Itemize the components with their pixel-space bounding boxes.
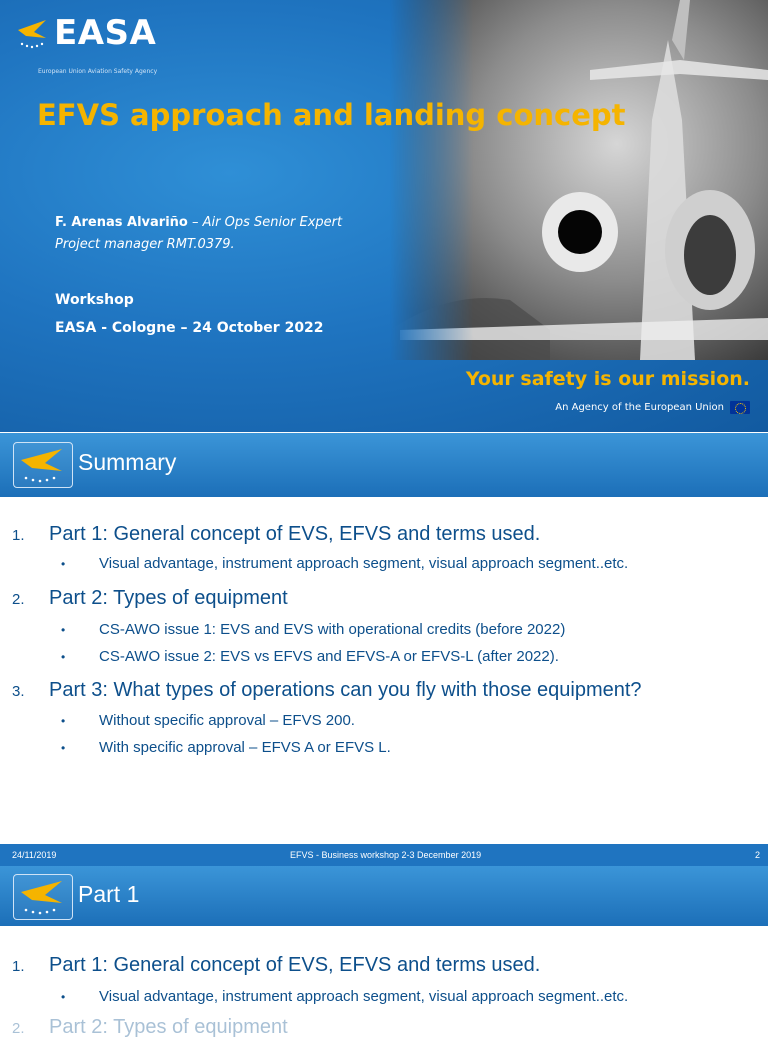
sub-item-text: Visual advantage, instrument approach segment, visual approach segment..etc. xyxy=(99,555,629,572)
sub-item-text: With specific approval – EFVS A or EFVS L. xyxy=(99,739,391,756)
sub-item-text: CS-AWO issue 1: EVS and EVS with operational credits (before 2022) xyxy=(99,621,566,638)
event-block xyxy=(55,286,324,342)
easa-logo xyxy=(16,13,158,75)
item-number: 1. xyxy=(12,958,25,975)
item-number: 1. xyxy=(12,527,25,544)
easa-bird-icon xyxy=(18,878,68,916)
easa-logo-tagline: European Union Aviation Safety Agency xyxy=(38,68,158,75)
part1-header xyxy=(0,866,768,926)
author-block xyxy=(55,212,342,256)
bullet: • xyxy=(61,557,66,571)
event-line-1: Workshop xyxy=(55,292,134,308)
agency-text: An Agency of the European Union xyxy=(555,402,724,413)
event-line-2: EASA - Cologne – 24 October 2022 xyxy=(55,320,324,336)
aircraft-tail-illustration xyxy=(390,0,768,360)
bullet: • xyxy=(61,650,66,664)
item-number: 2. xyxy=(12,1020,25,1037)
eu-flag-icon xyxy=(730,401,750,414)
title-slide xyxy=(0,0,768,432)
item-text: Part 1: General concept of EVS, EFVS and terms used. xyxy=(49,523,541,545)
item-text: Part 2: Types of equipment xyxy=(49,587,288,609)
sub-item-text: CS-AWO issue 2: EVS vs EFVS and EFVS-A or EFVS-L (after 2022). xyxy=(99,648,559,665)
item-text: Part 2: Types of equipment xyxy=(49,1016,288,1038)
sub-item-text: Visual advantage, instrument approach segment, visual approach segment..etc. xyxy=(99,988,629,1005)
author-project: Project manager RMT.0379. xyxy=(55,237,235,252)
bullet: • xyxy=(61,623,66,637)
slide-title: Part 1 xyxy=(78,881,140,907)
easa-logo-text: EASA xyxy=(54,13,157,53)
easa-bird-icon xyxy=(16,16,50,50)
slide-title: Summary xyxy=(78,449,177,475)
easa-bird-icon xyxy=(18,446,68,484)
sub-item-text: Without specific approval – EFVS 200. xyxy=(99,712,355,729)
bullet: • xyxy=(61,990,66,1004)
bullet: • xyxy=(61,714,66,728)
item-text: Part 1: General concept of EVS, EFVS and terms used. xyxy=(49,954,541,976)
summary-content xyxy=(0,497,768,844)
author-role: Air Ops Senior Expert xyxy=(202,215,343,230)
header-logo xyxy=(13,442,73,488)
author-separator: – xyxy=(187,215,203,230)
item-text: Part 3: What types of operations can you fly with those equipment? xyxy=(49,679,642,701)
slide-footer xyxy=(0,844,768,866)
item-number: 3. xyxy=(12,683,25,700)
footer-date: 24/11/2019 xyxy=(12,850,57,860)
item-number: 2. xyxy=(12,591,25,608)
summary-header xyxy=(0,433,768,497)
agency-line xyxy=(555,401,750,414)
footer-page-number: 2 xyxy=(754,850,760,860)
footer-event: EFVS - Business workshop 2-3 December 2019 xyxy=(290,850,482,860)
aircraft-photo xyxy=(390,0,768,360)
part1-content xyxy=(0,926,768,1038)
header-logo xyxy=(13,874,73,920)
bullet: • xyxy=(61,741,66,755)
presentation-title: EFVS approach and landing concept xyxy=(37,98,626,132)
author-name: F. Arenas Alvariño xyxy=(55,215,188,230)
mission-slogan: Your safety is our mission. xyxy=(465,368,750,390)
